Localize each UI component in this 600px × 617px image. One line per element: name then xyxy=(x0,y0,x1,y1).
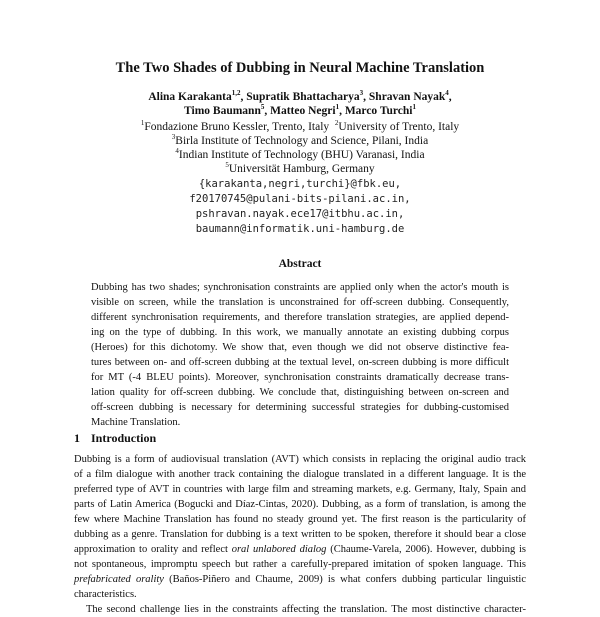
abstract-heading: Abstract xyxy=(278,258,322,270)
affiliation-list xyxy=(0,120,600,176)
author-name: , Supratik Bhattacharya xyxy=(240,91,360,103)
body-text-run: (Baños-Piñero and Chaume, 2009) is what confers dubbing particular linguistic xyxy=(163,574,526,585)
body-emphasis: prefabricated orality xyxy=(74,574,164,585)
email-line[interactable]: f20170745@pulani-bits-pilani.ac.in, xyxy=(189,193,411,205)
section-number: 1 xyxy=(74,431,80,445)
affiliation-line xyxy=(0,162,600,176)
body-line: parts of Latin America (Bogucki and Díaz-Cintas, 2020). Dubbing, as a form of translation, is among the xyxy=(74,499,526,510)
email-list xyxy=(0,177,600,237)
author-separator: , xyxy=(448,91,452,103)
affiliation-line xyxy=(0,148,600,162)
author-affil-mark: 4 xyxy=(445,89,449,97)
affiliation-text: Birla Institute of Technology and Science, Pilani, India xyxy=(175,135,429,147)
body-line xyxy=(74,572,526,587)
paragraph xyxy=(74,602,526,617)
affil-mark: 2 xyxy=(334,119,339,127)
section-title: Introduction xyxy=(91,431,157,445)
email-line[interactable]: {karakanta,negri,turchi}@fbk.eu, xyxy=(198,178,402,190)
body-line: characteristics. xyxy=(74,589,137,600)
author-affil-mark: 3 xyxy=(359,89,364,97)
body-line xyxy=(74,542,526,557)
abstract-line: different synchronisation requirements, and therefore translation strategies, are applied depend- xyxy=(91,312,509,323)
author-affil-mark: 1 xyxy=(335,103,340,111)
author-line-2 xyxy=(0,104,600,118)
abstract-line: (Heroes) for this dichotomy. We show that, even though we did not observe distinctive fea- xyxy=(91,342,509,353)
author-affil-mark: 1 xyxy=(412,103,416,111)
paper-title: The Two Shades of Dubbing in Neural Machine Translation xyxy=(115,60,485,76)
body-line: of a film dialogue with another track containing the dialogue translated in a different language. It is the xyxy=(74,469,526,480)
body-line: dubbing as a genre. Translation for dubbing is a text written to be spoken, therefore it should bear a close xyxy=(74,529,526,540)
abstract-line: tures between on- and off-screen dubbing at the textual level, on-screen dubbing is more difficult xyxy=(91,357,509,368)
affil-mark: 3 xyxy=(171,133,176,141)
affil-mark: 1 xyxy=(140,119,145,127)
body-text-run: (Chaume-Varela, 2006). However, dubbing is xyxy=(326,544,526,555)
section-heading-introduction xyxy=(74,431,156,446)
affiliation-text: Indian Institute of Technology (BHU) Varanasi, India xyxy=(178,149,425,161)
body-line: not spontaneous, impromptu speech but rather a carefully-prepared imitation of spoken language. This xyxy=(74,559,526,570)
abstract-line: for MT (-4 BLEU points). Moreover, synchronisation constraints dramatically decrease trans- xyxy=(91,372,509,383)
author-line-1 xyxy=(0,90,600,104)
introduction-body xyxy=(74,452,526,617)
author-list xyxy=(0,90,600,118)
affiliation-text: Universität Hamburg, Germany xyxy=(228,163,375,175)
abstract-line: visible on screen, while the translation is unconstrained for off-screen dubbing. Consequently, xyxy=(91,297,509,308)
abstract-line: ing on the type of dubbing. In this work, we manually annotate an existing dubbing corpus xyxy=(91,327,509,338)
author-affil-mark: 5 xyxy=(260,103,265,111)
author-name: , Shravan Nayak xyxy=(363,91,446,103)
affiliation-text: Fondazione Bruno Kessler, Trento, Italy xyxy=(144,121,335,133)
affiliation-line xyxy=(0,134,600,148)
author-affil-mark: 1,2 xyxy=(231,89,241,97)
affiliation-line xyxy=(0,120,600,134)
body-line: few where Machine Translation has found no steady ground yet. The first reason is the particularity of xyxy=(74,514,526,525)
body-line: The second challenge lies in the constraints affecting the translation. The most distinctive character- xyxy=(86,604,526,615)
body-text-run: approximation to orality and reflect xyxy=(74,544,232,555)
body-line: preferred type of AVT in countries with large film and streaming markets, e.g. Germany, Italy, Spain and xyxy=(74,484,526,495)
affil-mark: 5 xyxy=(225,161,229,169)
email-line[interactable]: baumann@informatik.uni-hamburg.de xyxy=(195,223,405,235)
abstract-body xyxy=(91,280,509,430)
abstract-line: Dubbing has two shades; synchronisation constraints are applied only when the actor's mouth is xyxy=(91,282,509,293)
affil-mark: 4 xyxy=(175,147,179,155)
paragraph xyxy=(74,452,526,602)
author-name: , Marco Turchi xyxy=(339,105,413,117)
author-name: Timo Baumann xyxy=(184,105,261,117)
abstract-line: Machine Translation. xyxy=(91,417,181,428)
email-line[interactable]: pshravan.nayak.ece17@itbhu.ac.in, xyxy=(195,208,405,220)
author-name: , Matteo Negri xyxy=(264,105,336,117)
abstract-line: lation quality for off-screen dubbing. We conclude that, distinguishing between on-screen and xyxy=(91,387,509,398)
author-name: Alina Karakanta xyxy=(148,91,232,103)
body-emphasis: oral unlabored dialog xyxy=(231,544,327,555)
affiliation-text: University of Trento, Italy xyxy=(338,121,460,133)
abstract-line: off-screen dubbing is necessary for determining successful strategies for dubbing-customised xyxy=(91,402,509,413)
body-line: Dubbing is a form of audiovisual translation (AVT) which consists in replacing the original audio track xyxy=(74,454,526,465)
